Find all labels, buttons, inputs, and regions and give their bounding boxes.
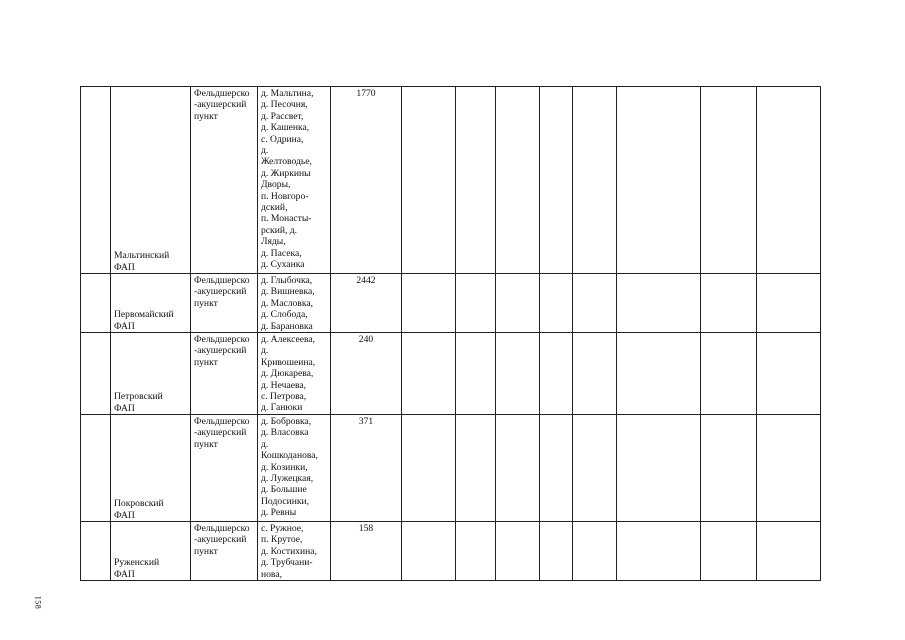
facility-type-line: -акушерский [194,345,247,357]
settlement-line: д. Суханка [261,259,305,271]
settlement-line: с. Петрова, [261,391,307,403]
facility-type-line: пункт [194,110,218,122]
facility-type-line: -акушерский [194,427,247,439]
row-index-cell [81,522,111,581]
facility-type-cell [191,333,258,415]
facility-name-line: ФАП [114,568,135,580]
facility-name-cell [111,274,191,333]
empty-cell [573,274,617,333]
facility-name-cell [111,87,191,274]
facility-name-line: ФАП [114,509,135,521]
empty-cell [573,87,617,274]
settlement-line: Кривошеина, [261,356,316,368]
settlement-line: Дворы, [261,179,291,191]
empty-cell [757,333,821,415]
facility-name-cell [111,333,191,415]
empty-cell [402,522,456,581]
row-index-cell [81,87,111,274]
settlement-line: д. Песочня, [261,99,308,111]
settlement-line: д. [261,145,269,157]
settlement-line: д. Барановка [261,320,313,332]
empty-cell [496,522,540,581]
empty-cell [540,274,573,333]
facility-type-line: Фельдшерско [194,523,250,535]
empty-cell [402,415,456,522]
population-cell: 2442 [331,274,402,333]
settlement-line: с. Одрина, [261,133,304,145]
settlement-line: д. Власовка [261,427,309,439]
settlement-line: д. Масловка, [261,297,314,309]
empty-cell [456,415,496,522]
settlement-line: д. Нечаева, [261,379,307,391]
settlement-line: д. Лужецкая, [261,473,314,485]
facility-name-line: Покровский [114,498,164,510]
settlement-line: Ляды, [261,236,286,248]
empty-cell [496,274,540,333]
settlement-line: д. Глыбочка, [261,275,313,286]
empty-cell [402,87,456,274]
empty-cell [573,333,617,415]
empty-cell [496,333,540,415]
facility-name-line: Петровский [114,391,163,403]
empty-cell [573,522,617,581]
facility-type-line: пункт [194,356,218,368]
table-row [81,415,821,522]
facility-type-line: -акушерский [194,99,247,111]
settlement-line: д. [261,345,269,357]
empty-cell [757,522,821,581]
empty-cell [496,87,540,274]
settlement-line: д. Пасека, [261,247,302,259]
empty-cell [757,87,821,274]
empty-cell [456,87,496,274]
population-cell: 1770 [331,87,402,274]
empty-cell [402,333,456,415]
settlement-line: д. Слобода, [261,309,308,321]
settlement-line: дский, [261,202,288,214]
settlement-line: д. Ганюки [261,402,303,414]
empty-cell [617,87,701,274]
facility-type-line: пункт [194,438,218,450]
settlement-line: д. Ревны [261,507,297,519]
empty-cell [701,415,757,522]
empty-cell [617,274,701,333]
facility-type-line: -акушерский [194,286,247,298]
empty-cell [757,415,821,522]
facility-type-line: Фельдшерско [194,416,250,428]
facility-type-line: пункт [194,545,218,557]
facility-type-line: -акушерский [194,534,247,546]
settlement-line: п. Монасты- [261,213,312,225]
empty-cell [496,415,540,522]
population-cell: 158 [331,522,402,581]
facility-name-line: Первомайский [114,309,174,321]
settlement-line: д. [261,438,269,450]
table-row [81,274,821,333]
settlement-line: нова, [261,568,282,580]
settlements-cell [258,415,331,522]
facility-name-line: Руженский [114,557,160,569]
facility-type-cell [191,87,258,274]
settlement-line: п. Новгоро- [261,190,309,202]
empty-cell [701,522,757,581]
settlement-line: д. Жиркины [261,167,311,179]
table-row [81,522,821,581]
settlements-cell [258,522,331,581]
empty-cell [402,274,456,333]
settlement-line: д. Большие [261,484,307,496]
settlement-line: Подосинки, [261,495,310,507]
settlements-cell [258,333,331,415]
facility-name-line: ФАП [114,261,135,273]
empty-cell [540,333,573,415]
row-index-cell [81,415,111,522]
settlement-line: д. Мальтина, [261,88,314,99]
settlement-line: п. Крутое, [261,534,303,546]
facility-name-cell [111,415,191,522]
settlement-line: рский, д. [261,224,298,236]
empty-cell [456,522,496,581]
empty-cell [573,415,617,522]
empty-cell [540,415,573,522]
facilities-table [80,86,821,581]
facility-name-cell [111,522,191,581]
population-cell: 371 [331,415,402,522]
settlement-line: д. Костихина, [261,545,317,557]
table-row [81,87,821,274]
empty-cell [701,333,757,415]
settlement-line: д. Бобровка, [261,416,312,428]
facility-type-line: пункт [194,297,218,309]
empty-cell [456,274,496,333]
empty-cell [456,333,496,415]
settlement-line: д. Дюкарева, [261,368,314,380]
settlement-line: Желтоводье, [261,156,312,168]
empty-cell [617,522,701,581]
empty-cell [617,333,701,415]
facility-name-line: ФАП [114,402,135,414]
settlement-line: Кошкоданова, [261,450,318,462]
settlements-cell [258,274,331,333]
settlement-line: д. Рассвет, [261,110,304,122]
facility-type-cell [191,274,258,333]
row-index-cell [81,333,111,415]
empty-cell [701,87,757,274]
facility-name-line: ФАП [114,320,135,332]
facility-type-line: Фельдшерско [194,88,250,99]
population-cell: 240 [331,333,402,415]
settlement-line: д. Козинки, [261,461,308,473]
settlement-line: д. Алексеева, [261,334,316,346]
settlement-line: д. Кашенка, [261,122,310,134]
table-row [81,333,821,415]
settlements-cell [258,87,331,274]
facility-type-cell [191,522,258,581]
table-body [81,87,821,581]
facility-type-line: Фельдшерско [194,275,250,286]
settlement-line: д. Вишневка, [261,286,315,298]
page-number: 158 [33,595,43,610]
facility-type-cell [191,415,258,522]
settlement-line: с. Ружное, [261,523,304,535]
empty-cell [540,87,573,274]
empty-cell [540,522,573,581]
empty-cell [701,274,757,333]
empty-cell [757,274,821,333]
facility-name-line: Мальтинский [114,250,170,262]
empty-cell [617,415,701,522]
facility-type-line: Фельдшерско [194,334,250,346]
row-index-cell [81,274,111,333]
settlement-line: д. Трубчани- [261,557,313,569]
